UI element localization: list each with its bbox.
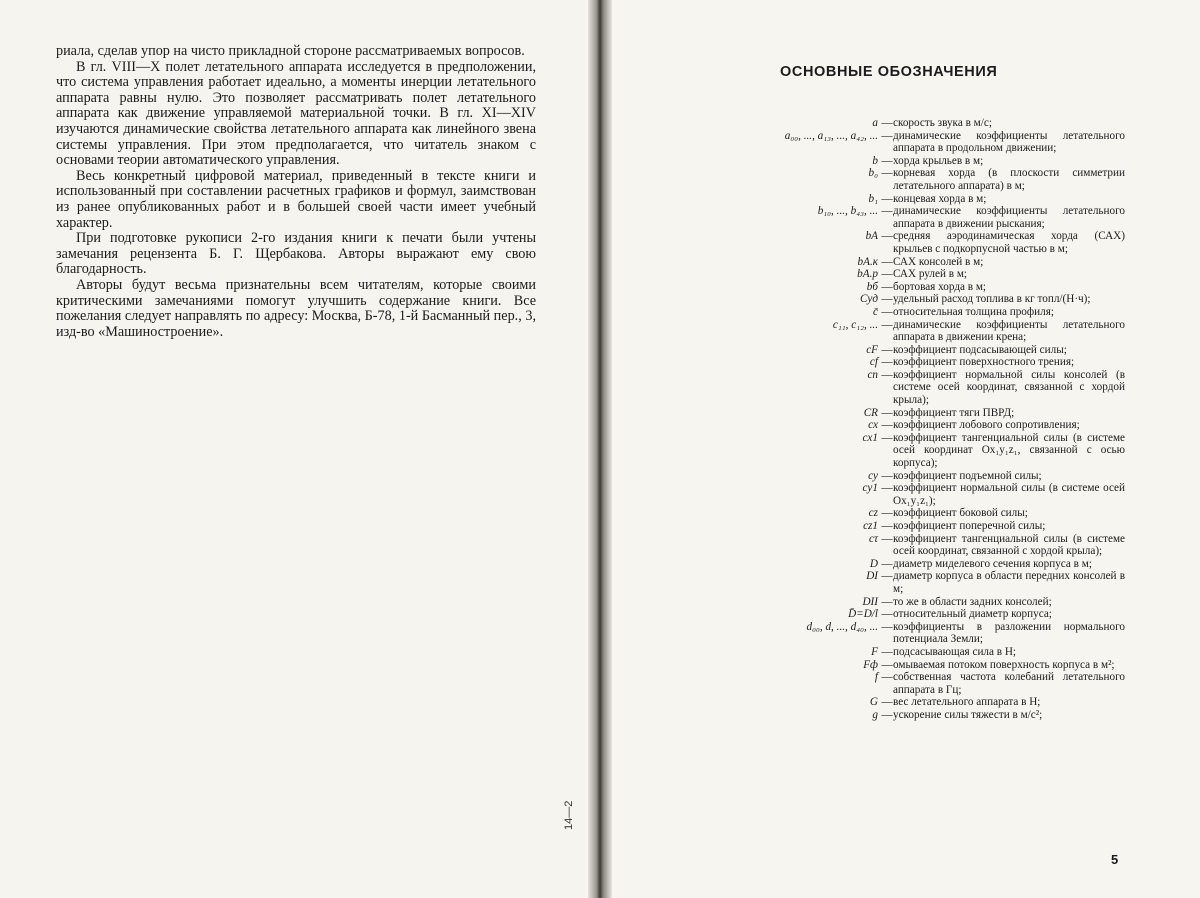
notation-dash: — <box>881 154 893 167</box>
notation-dash: — <box>881 268 893 281</box>
paragraph: Весь конкретный цифровой материал, приведенный в тексте книги и использованный при составлении расчетных графиков и формул, заимствован из ранее опубликованных работ и в большей своей части имеет учебный характер. <box>56 167 536 231</box>
notation-symbol: c₁₁, c₁₂, ... <box>832 318 878 331</box>
notation-definition: ускорение силы тяжести в м/с²; <box>893 708 1043 721</box>
notation-dash: — <box>881 167 893 180</box>
notation-symbol: b₀ <box>868 167 878 180</box>
notation-entry <box>700 646 1125 659</box>
notation-symbol: CR <box>863 406 878 419</box>
notation-definition: средняя аэродинамическая хорда (САХ) крыльев с подкорпусной частью в м; <box>893 230 1125 255</box>
notation-entry <box>700 533 1125 558</box>
notation-entry <box>700 167 1125 192</box>
notation-entry <box>700 482 1125 507</box>
notation-dash: — <box>881 520 893 532</box>
paragraph: риала, сделав упор на чисто прикладной стороне рассматриваемых вопросов. <box>56 43 525 59</box>
notation-entry <box>700 344 1125 357</box>
section-title: ОСНОВНЫЕ ОБОЗНАЧЕНИЯ <box>780 64 998 80</box>
notation-dash: — <box>881 671 893 684</box>
notation-entry <box>700 596 1125 609</box>
notation-symbol: D <box>869 557 878 570</box>
notation-dash: — <box>881 608 893 621</box>
notation-dash: — <box>881 305 893 318</box>
notation-entry <box>700 281 1125 294</box>
notation-definition: коэффициент поверхностного трения; <box>893 356 1075 369</box>
notation-symbol: F <box>871 645 878 658</box>
notation-definition: коэффициент тангенциальной силы (в системе осей координат, связанной с хордой крыла); <box>893 532 1125 558</box>
notation-dash: — <box>881 192 893 205</box>
notation-entry <box>700 130 1125 155</box>
notation-definition: коэффициенты в разложении нормального потенциала Земли; <box>893 620 1125 646</box>
notation-definition: САХ рулей в м; <box>893 268 968 281</box>
book-gutter <box>588 0 612 898</box>
notation-entry <box>700 507 1125 520</box>
notation-definition: удельный расход топлива в кг топл/(Н·ч); <box>893 293 1091 306</box>
notation-dash: — <box>881 620 893 633</box>
notation-symbol: cz <box>868 507 878 520</box>
notation-entry <box>700 256 1125 269</box>
notation-dash: — <box>881 570 893 583</box>
notation-entry <box>700 432 1125 470</box>
notation-definition: подсасывающая сила в Н; <box>893 645 1017 658</box>
notation-dash: — <box>881 129 893 142</box>
paragraph: Авторы будут весьма признательны всем читателям, которые своими критическими замечаниями помогут улучшить содержание книги. Все пожелания следует направлять по адресу: Москва, Б-78, 1-й Басманный пер., 3, изд-во «Машиностроение». <box>56 276 536 340</box>
notation-dash: — <box>881 696 893 709</box>
notation-symbol: bА.к <box>857 255 878 268</box>
notation-definition: динамические коэффициенты летательного аппарата в движении крена; <box>893 318 1125 344</box>
notation-symbol: cf <box>869 356 878 369</box>
notation-symbol: cy1 <box>862 482 878 495</box>
notation-symbol: Fф <box>863 658 878 671</box>
notation-definition: коэффициент тангенциальной силы (в системе осей координат Ox₁y₁z₁, связанной с осью корпуса); <box>893 431 1125 470</box>
page-number: 5 <box>1111 852 1119 867</box>
notation-definition: САХ консолей в м; <box>893 255 984 268</box>
gutter-signature: 14—2 <box>563 800 575 830</box>
notation-definition: бортовая хорда в м; <box>893 280 987 293</box>
notation-symbol: a <box>872 117 878 129</box>
notation-symbol: cF <box>866 343 878 356</box>
notation-dash: — <box>881 507 893 520</box>
notation-definition: коэффициент тяги ПВРД; <box>893 406 1015 419</box>
notation-dash: — <box>881 230 893 243</box>
notation-dash: — <box>881 406 893 419</box>
notation-definition: относительная толщина профиля; <box>893 305 1054 318</box>
notation-entry <box>700 558 1125 571</box>
notation-entry <box>700 696 1125 709</box>
notation-symbol: c̄ <box>873 305 878 318</box>
notation-symbol: Cуд <box>859 293 878 306</box>
notation-symbol: cx1 <box>862 431 878 444</box>
notation-symbol: b₁ <box>868 192 878 205</box>
notation-entry <box>700 659 1125 672</box>
notation-dash: — <box>881 356 893 369</box>
notation-dash: — <box>881 431 893 444</box>
notation-entry <box>700 356 1125 369</box>
notation-definition: коэффициент нормальной силы консолей (в системе осей координат, связанной с хордой крыла); <box>893 368 1125 407</box>
notation-definition: корневая хорда (в плоскости симметрии летательного аппарата) в м; <box>893 167 1125 192</box>
notation-entry <box>700 709 1125 722</box>
paragraph: При подготовке рукописи 2-го издания книги к печати были учтены замечания рецензента Б. Г. Щербакова. Авторы выражают ему свою благодарность. <box>56 230 536 278</box>
notation-dash: — <box>881 419 893 432</box>
notation-entry <box>700 155 1125 168</box>
notation-dash: — <box>881 482 893 495</box>
paragraph: В гл. VIII—X полет летательного аппарата исследуется в предположении, что система управления работает идеально, а моменты инерции летательного аппарата равны нулю. Это позволяет рассматривать полет летательного аппарата как движение управляемой материальной точки. В гл. XI—XIV изучаются динамические свойства летательного аппарата как линейного звена системы управления. При этом предполагается, что читатель знаком с основами теории автоматического управления. <box>56 58 536 169</box>
notation-symbol: bА <box>865 230 878 243</box>
notation-entry <box>700 671 1125 696</box>
notation-symbol: bА.р <box>857 268 878 281</box>
notation-definition: омываемая потоком поверхность корпуса в м²; <box>893 658 1115 671</box>
notation-definition: коэффициент боковой силы; <box>893 507 1028 520</box>
notation-entry <box>700 293 1125 306</box>
notation-symbol: cy <box>868 469 878 482</box>
notation-symbol: bб <box>866 280 878 293</box>
notation-definition: вес летательного аппарата в Н; <box>893 696 1041 709</box>
notation-dash: — <box>881 117 893 129</box>
notation-definition: скорость звука в м/с; <box>893 117 992 129</box>
notation-dash: — <box>881 708 893 721</box>
notation-symbol: b <box>872 154 878 167</box>
notation-entry <box>700 520 1125 533</box>
notation-entry <box>700 470 1125 483</box>
notation-symbol: DII <box>862 595 878 608</box>
notation-dash: — <box>881 343 893 356</box>
notation-entry <box>700 268 1125 281</box>
notation-entry <box>700 230 1125 255</box>
notation-dash: — <box>881 532 893 545</box>
notation-entry <box>700 193 1125 206</box>
notation-dash: — <box>881 293 893 306</box>
notation-list <box>700 117 1125 722</box>
notation-entry <box>700 319 1125 344</box>
notation-definition: относительный диаметр корпуса; <box>893 608 1052 621</box>
notation-dash: — <box>881 368 893 381</box>
notation-dash: — <box>881 255 893 268</box>
notation-definition: коэффициент поперечной силы; <box>893 520 1046 532</box>
notation-definition: концевая хорда в м; <box>893 192 987 205</box>
notation-symbol: a₀₀, ..., a₁₃, ..., a₄₂, ... <box>784 129 878 142</box>
notation-entry <box>700 407 1125 420</box>
notation-entry <box>700 419 1125 432</box>
notation-definition: динамические коэффициенты летательного аппарата в движении рыскания; <box>893 205 1125 230</box>
notation-dash: — <box>881 557 893 570</box>
notation-definition: коэффициент подъемной силы; <box>893 469 1042 482</box>
notation-symbol: d₀₀, d, ..., d₄₀, ... <box>806 620 878 633</box>
notation-entry <box>700 117 1125 130</box>
notation-dash: — <box>881 645 893 658</box>
left-page-text <box>56 44 536 340</box>
notation-definition: диаметр миделевого сечения корпуса в м; <box>893 557 1092 570</box>
notation-definition: хорда крыльев в м; <box>893 154 984 167</box>
notation-dash: — <box>881 658 893 671</box>
notation-symbol: cn <box>867 368 878 381</box>
notation-symbol: cτ <box>869 532 878 545</box>
notation-dash: — <box>881 595 893 608</box>
notation-entry <box>700 369 1125 407</box>
notation-dash: — <box>881 205 893 218</box>
notation-dash: — <box>881 318 893 331</box>
notation-definition: коэффициент нормальной силы (в системе осей Ox₁y₁z₁); <box>893 482 1125 507</box>
notation-definition: коэффициент подсасывающей силы; <box>893 343 1067 356</box>
notation-symbol: b₁₀, ..., b₄₃, ... <box>817 205 878 218</box>
notation-entry <box>700 621 1125 646</box>
notation-symbol: cz1 <box>863 520 878 532</box>
notation-definition: собственная частота колебаний летательного аппарата в Гц; <box>893 671 1125 696</box>
notation-definition: то же в области задних консолей; <box>893 595 1052 608</box>
notation-entry <box>700 306 1125 319</box>
notation-definition: коэффициент лобового сопротивления; <box>893 419 1080 432</box>
notation-entry <box>700 608 1125 621</box>
notation-symbol: D̄=D/l <box>848 608 878 621</box>
notation-symbol: DI <box>866 570 878 583</box>
notation-dash: — <box>881 280 893 293</box>
notation-entry <box>700 570 1125 595</box>
notation-symbol: cx <box>868 419 878 432</box>
notation-symbol: g <box>872 708 878 721</box>
notation-definition: динамические коэффициенты летательного аппарата в продольном движении; <box>893 129 1125 155</box>
notation-symbol: f <box>874 671 878 684</box>
notation-dash: — <box>881 469 893 482</box>
notation-definition: диаметр корпуса в области передних консолей в м; <box>893 570 1125 595</box>
notation-entry <box>700 205 1125 230</box>
notation-symbol: G <box>869 696 878 709</box>
